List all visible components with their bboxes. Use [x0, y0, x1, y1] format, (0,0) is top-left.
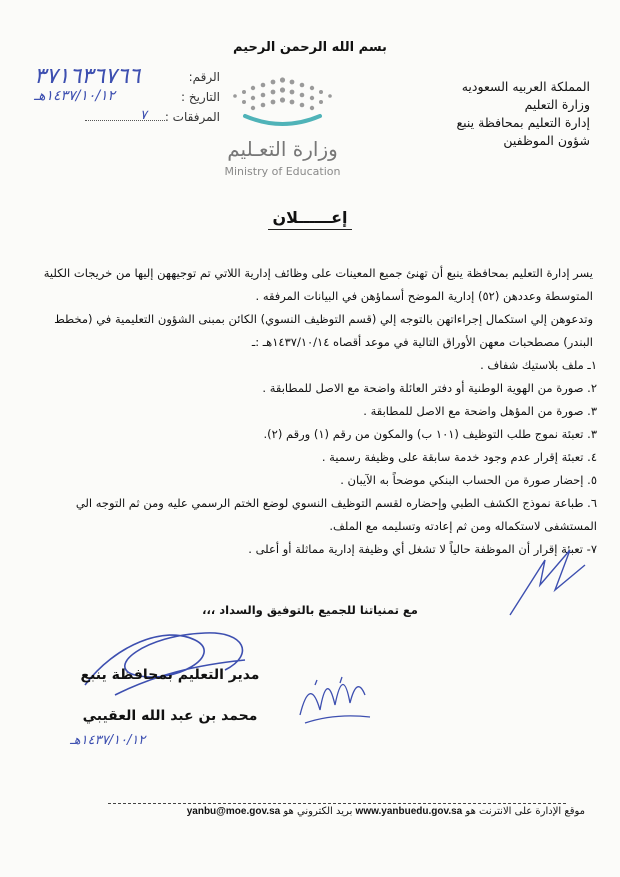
- attachments-label: المرفقات :: [164, 110, 220, 124]
- logo-arabic-text: وزارة التعـليم: [227, 137, 338, 161]
- signature-date: ١٤٣٧/١٠/١٢هـ: [70, 733, 146, 748]
- title-underline: [268, 229, 352, 230]
- signature-scribble-icon: [75, 615, 275, 710]
- required-document-item: ٤. تعبئة إقرار عدم وجود خدمة سابقة على وظيفة رسمية .: [321, 450, 597, 464]
- footer-website-label: موقع الإدارة على الانترنت هو: [465, 806, 585, 817]
- required-document-item: ٥. إحضار صورة من الحساب البنكي موضحاً به الآيبان .: [340, 473, 597, 487]
- required-document-item: ٣. تعبئة نموج طلب التوظيف (١٠١ ب) والمكون من رقم (١) ورقم (٢).: [263, 427, 597, 441]
- announcement-body: [25, 262, 597, 561]
- official-initials-icon: [285, 655, 380, 735]
- ministry-line-section: شؤون الموظفين: [503, 133, 590, 148]
- required-document-item: ٢. صورة من الهوية الوطنية أو دفتر العائلة واضحة مع الاصل للمطابقة .: [262, 381, 597, 395]
- body-paragraph-intro: يسر إدارة التعليم بمحافظة ينبع أن تهنئ جميع المعينات على وظائف إدارية اللاتي تم توجيههن إليها من خريجات الكلية المتوسطة وعددهن (٥٢) إدارية الموضح أسماؤهن في البيانات المرفقه .: [43, 266, 593, 303]
- required-document-item: ٦. طباعة نموذج الكشف الطبي وإحضاره لقسم التوظيف النسوي لوضع الختم الرسمي عليه ومن ثم التوجه الي المستشفى لاستكماله ومن ثم إعادته وتسليمه مع الملف.: [75, 496, 597, 533]
- reference-date-value: ١٤٣٧/١٠/١٢هـ: [34, 88, 116, 104]
- announcement-title: إعــــــلان: [272, 208, 348, 227]
- attachments-value: ٧: [140, 108, 147, 123]
- footer-website-link[interactable]: www.yanbuedu.gov.sa: [355, 806, 463, 817]
- ministry-line-ministry: وزارة التعليم: [524, 97, 590, 112]
- closing-remark: مع تمنياتنا للجميع بالتوفيق والسداد ،،،: [202, 603, 418, 617]
- required-document-item: ١ـ ملف بلاستيك شفاف .: [480, 358, 597, 372]
- footer-contact: [85, 806, 585, 817]
- signatory-title: مدير التعليم بمحافظة ينبع: [80, 667, 260, 683]
- ministry-line-country: المملكة العربيه السعوديه: [461, 79, 590, 94]
- attachments-dotted-line: [85, 120, 165, 121]
- reference-number-value: ٣٧١٦٣٦٧٦٦: [34, 64, 141, 89]
- basmala: بسم الله الرحمن الرحيم: [233, 40, 387, 55]
- reference-number-label: الرقم:: [188, 70, 220, 84]
- logo-english-text: Ministry of Education: [224, 165, 341, 178]
- signatory-name: محمد بن عبد الله العقيبي: [82, 708, 258, 724]
- ministry-line-department: إدارة التعليم بمحافظة ينبع: [456, 115, 590, 130]
- footer-divider: [108, 803, 566, 804]
- ministry-header: [456, 78, 590, 150]
- body-paragraph-instructions: وتدعوهن إلي استكمال إجراءاتهن بالتوجه إلي (قسم التوظيف النسوي) الكائن بمبنى الشؤون التعليمية في (مخطط البندر) مصطحبات معهن الأوراق التالية في موعد أقصاه ١٤٣٧/١٠/١٤هـ :ـ: [54, 312, 593, 349]
- footer-email-link[interactable]: yanbu@moe.gov.sa: [186, 806, 281, 817]
- reference-date-label: التاريخ :: [180, 90, 220, 104]
- required-document-item: ٧- تعبئة إقرار أن الموظفة حالياً لا تشغل أي وظيفة إدارية مماثلة أو أعلى .: [248, 542, 597, 556]
- reference-block: [30, 64, 220, 128]
- required-document-item: ٣. صورة من المؤهل واضحة مع الاصل للمطابقة .: [363, 404, 597, 418]
- footer-email-label: بريد الكتروني هو: [283, 806, 353, 817]
